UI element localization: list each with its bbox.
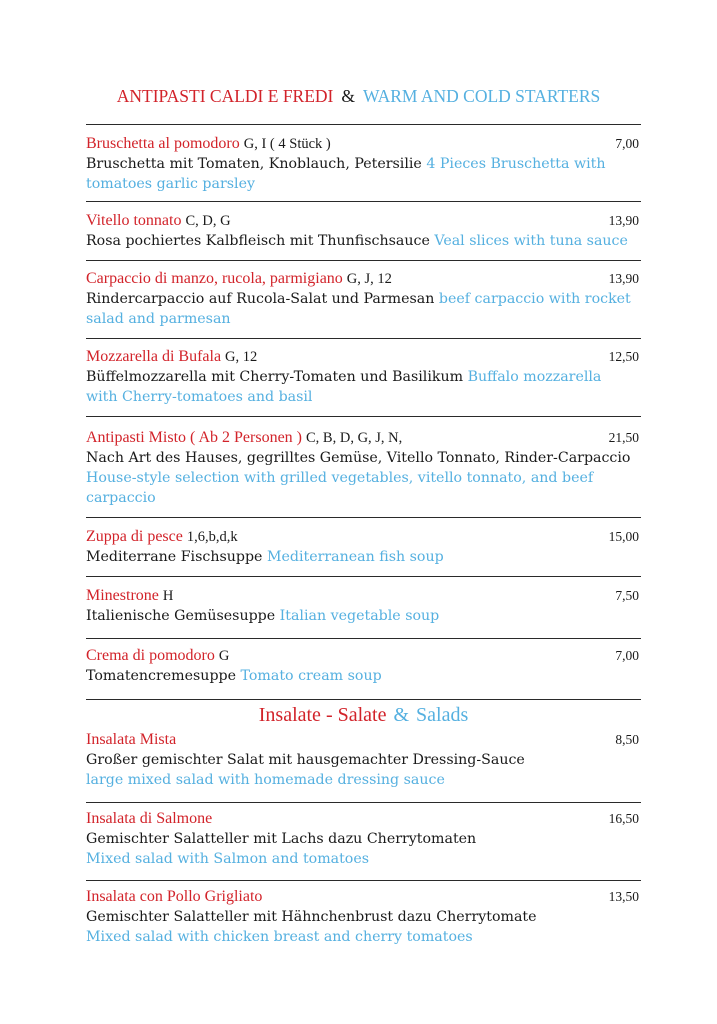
item-price: 7,00 [615, 648, 639, 663]
menu-item [86, 808, 641, 869]
divider [86, 124, 641, 125]
item-description-en: large mixed salad with homemade dressing sauce [86, 772, 445, 788]
item-name: Crema di pomodoro [86, 647, 215, 664]
item-description-de: Rindercarpaccio auf Rucola-Salat und Parmesan [86, 291, 435, 307]
item-description-en: Veal slices with tuna sauce [434, 233, 628, 249]
item-description-en: House-style selection with grilled vegetables, vitello tonnato, and beef carpaccio [86, 470, 594, 506]
item-description-en: Mixed salad with chicken breast and cherry tomatoes [86, 929, 473, 945]
item-allergens: C, B, D, G, J, N, [306, 430, 403, 446]
divider [86, 638, 641, 639]
divider [86, 576, 641, 577]
item-description-en: 4 Pieces Bruschetta with tomatoes garlic parsley [86, 156, 606, 192]
item-name: Insalata con Pollo Grigliato [86, 888, 263, 905]
divider [86, 416, 641, 417]
item-description-en: Italian vegetable soup [279, 608, 440, 624]
item-price: 7,00 [615, 136, 639, 151]
item-description-de: Großer gemischter Salat mit hausgemachter Dressing-Sauce [86, 752, 525, 768]
item-description-de: Italienische Gemüsesuppe [86, 608, 276, 624]
menu-item [86, 268, 641, 329]
ampersand: & [341, 86, 356, 106]
item-description-en: Mixed salad with Salmon and tomatoes [86, 851, 370, 867]
item-allergens: C, D, G [185, 213, 231, 229]
menu-item [86, 427, 641, 508]
item-description-de: Rosa pochiertes Kalbfleisch mit Thunfischsauce [86, 233, 430, 249]
item-price: 13,50 [608, 889, 639, 904]
item-name: Bruschetta al pomodoro [86, 135, 240, 152]
item-description-en: Tomato cream soup [240, 668, 382, 684]
item-price: 13,90 [608, 271, 639, 286]
item-name: Antipasti Misto ( Ab 2 Personen ) [86, 429, 302, 446]
item-name: Vitello tonnato [86, 212, 182, 229]
item-description-de: Mediterrane Fischsuppe [86, 549, 263, 565]
item-price: 8,50 [615, 732, 639, 747]
starters-heading-italian: ANTIPASTI CALDI E FREDI [116, 86, 334, 106]
salads-heading-english: Salads [416, 704, 469, 726]
menu-item [86, 346, 641, 407]
item-name: Mozzarella di Bufala [86, 348, 222, 365]
ampersand: & [393, 704, 410, 726]
divider [86, 802, 641, 803]
item-price: 21,50 [608, 430, 639, 445]
item-price: 12,50 [608, 349, 639, 364]
item-description-de: Gemischter Salatteller mit Hähnchenbrust dazu Cherrytomate [86, 909, 537, 925]
item-description-en: Mediterranean fish soup [266, 549, 444, 565]
item-allergens: G, I ( 4 Stück ) [243, 136, 331, 152]
item-price: 16,50 [608, 811, 639, 826]
item-allergens: G, J, 12 [346, 271, 392, 287]
salads-heading [0, 704, 717, 727]
menu-item [86, 526, 641, 567]
divider [86, 880, 641, 881]
item-description-de: Gemischter Salatteller mit Lachs dazu Cherrytomaten [86, 831, 477, 847]
item-description-en: beef carpaccio with rocket salad and parmesan [86, 291, 631, 327]
item-name: Insalata di Salmone [86, 810, 213, 827]
item-allergens: G, 12 [225, 349, 258, 365]
item-description-de: Büffelmozzarella mit Cherry-Tomaten und Basilikum [86, 369, 464, 385]
item-price: 7,50 [615, 588, 639, 603]
item-allergens: H [162, 588, 174, 604]
item-name: Insalata Mista [86, 731, 177, 748]
item-description-de: Nach Art des Hauses, gegrilltes Gemüse, Vitello Tonnato, Rinder-Carpaccio [86, 450, 631, 466]
item-price: 13,90 [608, 213, 639, 228]
starters-heading [0, 86, 717, 107]
divider [86, 201, 641, 202]
menu-item [86, 133, 641, 194]
divider [86, 517, 641, 518]
menu-item [86, 729, 641, 790]
item-description-en: Buffalo mozzarella with Cherry-tomatoes and basil [86, 369, 602, 405]
item-name: Minestrone [86, 587, 159, 604]
menu-item [86, 585, 641, 626]
item-name: Carpaccio di manzo, rucola, parmigiano [86, 270, 343, 287]
item-name: Zuppa di pesce [86, 528, 183, 545]
item-description-de: Tomatencremesuppe [86, 668, 236, 684]
menu-item [86, 210, 641, 251]
menu-item [86, 886, 641, 947]
divider [86, 260, 641, 261]
divider [86, 338, 641, 339]
divider [86, 699, 641, 700]
starters-heading-english: WARM AND COLD STARTERS [363, 86, 601, 106]
item-description-de: Bruschetta mit Tomaten, Knoblauch, Petersilie [86, 156, 422, 172]
item-allergens: G [218, 648, 230, 664]
menu-item [86, 645, 641, 686]
item-allergens: 1,6,b,d,k [186, 529, 238, 545]
salads-heading-italian: Insalate - Salate [258, 704, 387, 726]
item-price: 15,00 [608, 529, 639, 544]
